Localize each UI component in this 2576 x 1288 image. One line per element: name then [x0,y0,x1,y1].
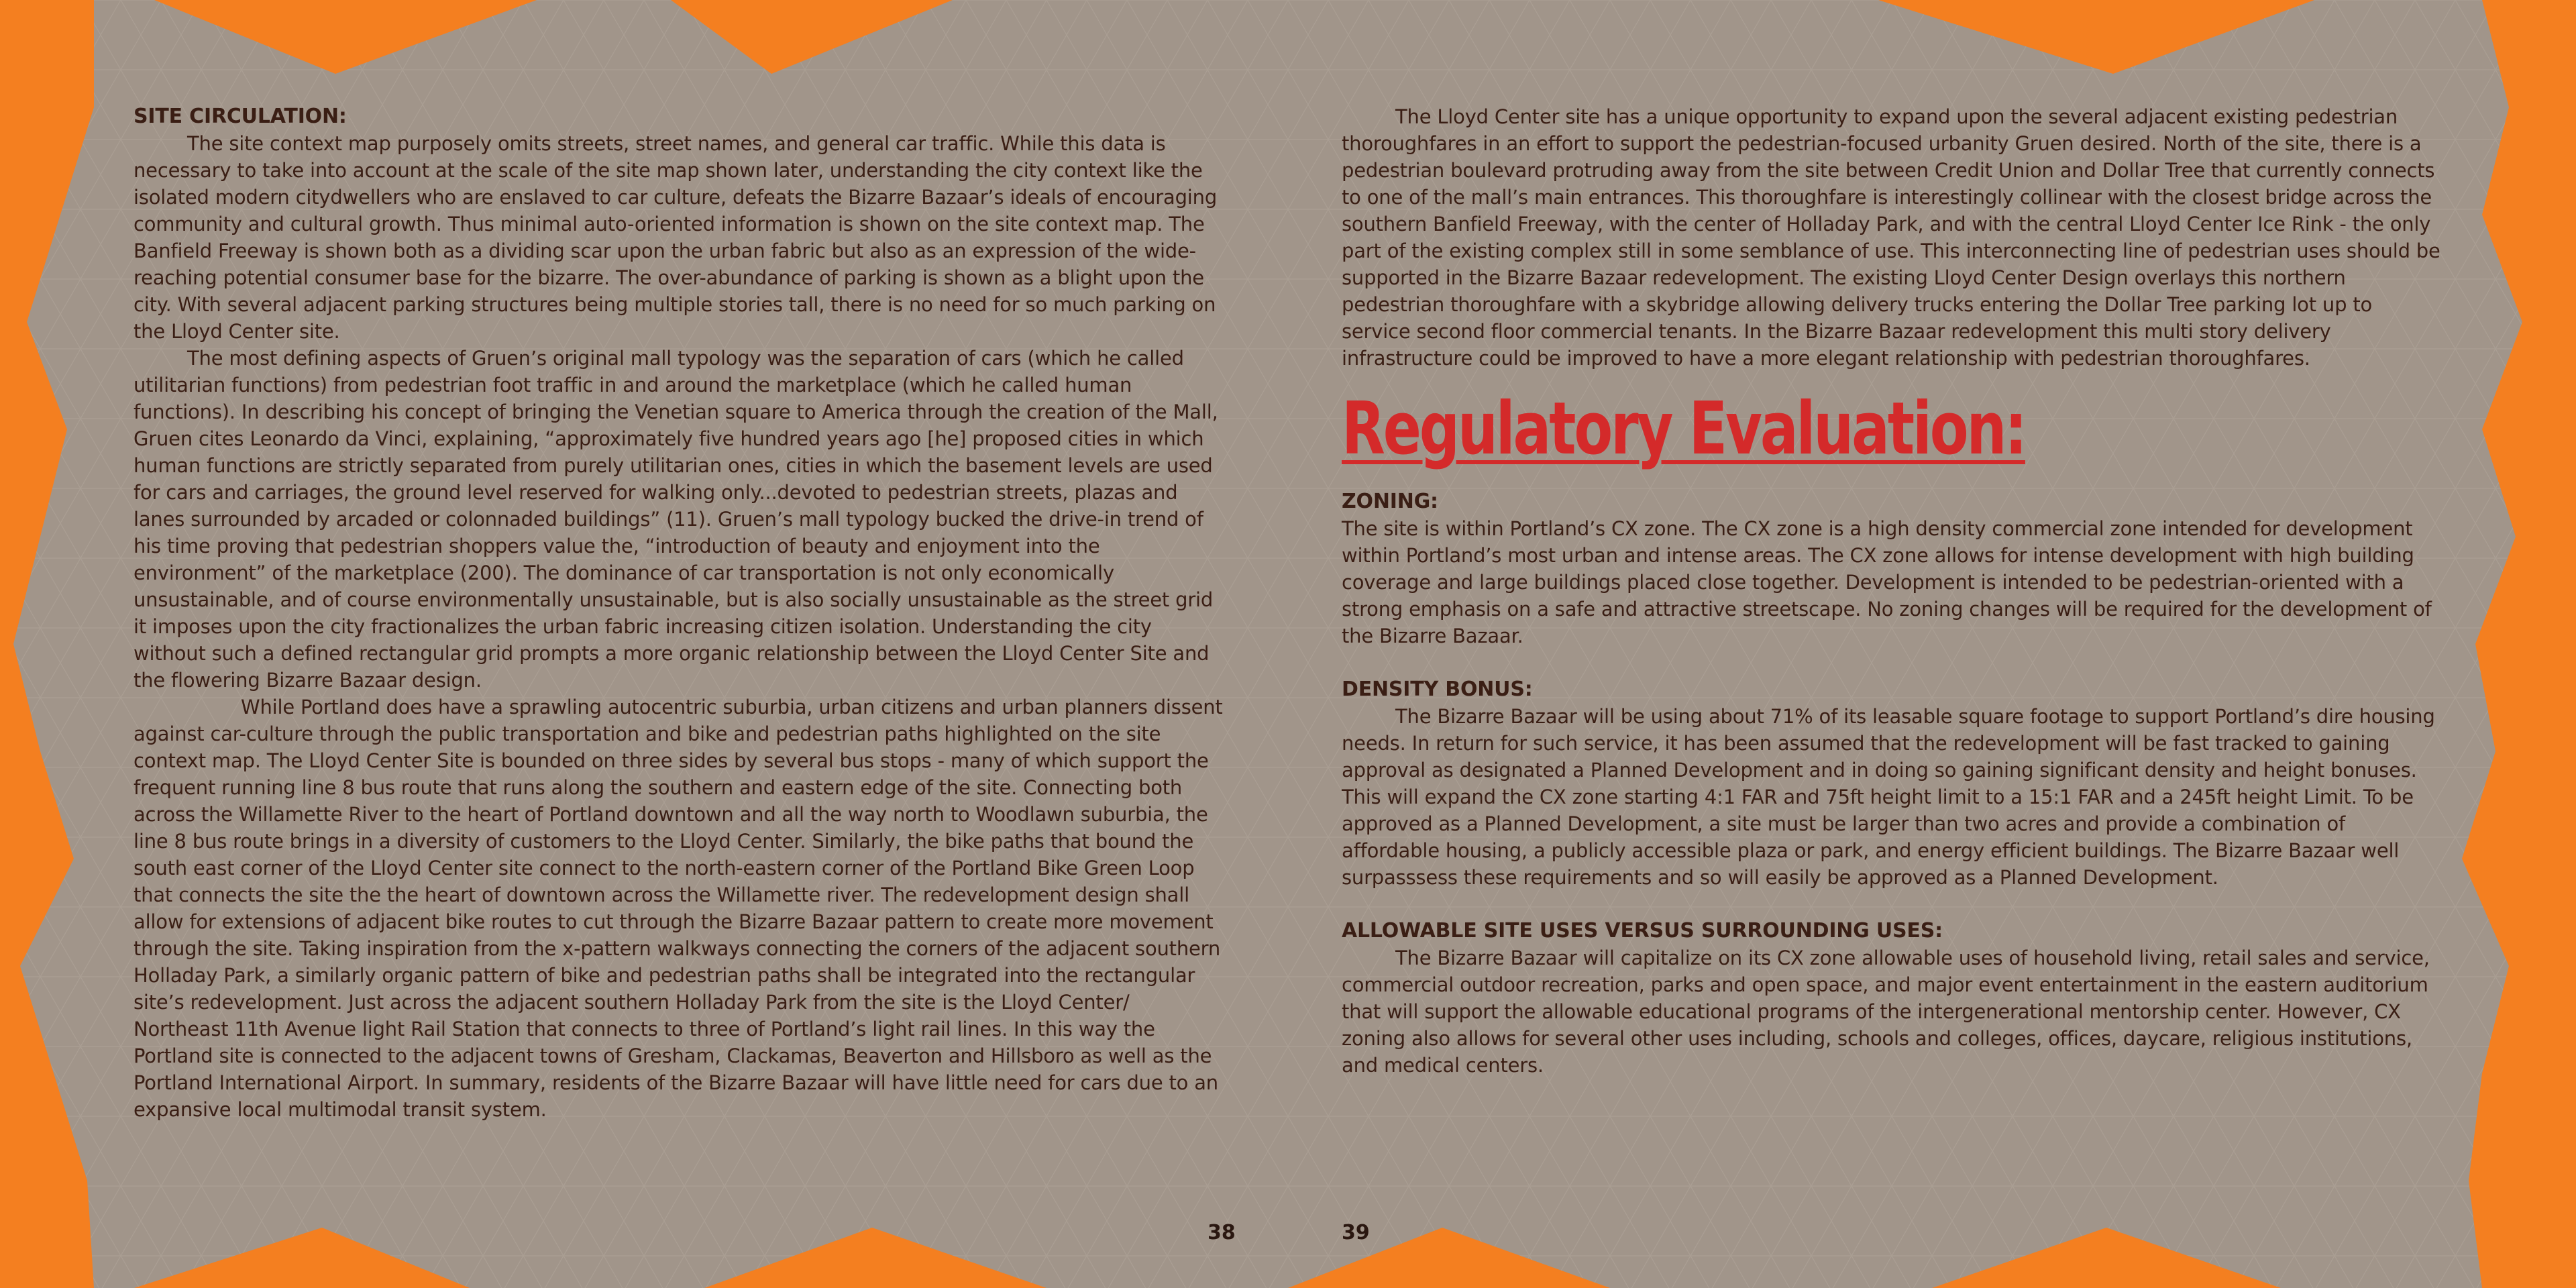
regulatory-evaluation-title: Regulatory Evaluation: [1342,387,2025,471]
site-circulation-heading: SITE CIRCULATION: [133,105,347,128]
zoning-heading: ZONING: [1342,490,1438,513]
left-page [133,103,1227,1123]
allowable-uses-section [1342,918,2442,1079]
page-number-left: 38 [1208,1221,1236,1244]
zoning-section [1342,488,2442,649]
left-paragraph-1: The site context map purposely omits streets, street names, and general car traffic. While this data is necessary to take into account at the scale of the site map shown later, understanding the city context like the isolated modern citydwellers who are enslaved to car culture, defeats the Bizarre Bazaar’s ideals of encouraging community and cultural growth. Thus minimal auto-oriented information is shown on the site context map. The Banfield Freeway is shown both as a dividing scar upon the urban fabric but also as an expression of the wide-reaching potential consumer base for the bizarre. The over-abundance of parking is shown as a blight upon the city. With several adjacent parking structures being multiple stories tall, there is no need for so much parking on the Lloyd Center site. [133,132,1218,343]
page-number-right: 39 [1342,1221,1370,1244]
density-bonus-section [1342,676,2442,891]
density-bonus-text: The Bizarre Bazaar will be using about 71% of its leasable square footage to support Portland’s dire housing needs. In return for such service, it has been assumed that the redevelopment will be fast tracked to gaining approval as designated a Planned Development and in doing so gaining significant density and height bonuses. This will expand the CX zone starting 4:1 FAR and 75ft height limit to a 15:1 FAR and a 245ft height Limit. To be approved as a Planned Development, a site must be larger than two acres and provide a combination of affordable housing, a publicly accessible plaza or park, and energy efficient buildings. The Bizarre Bazaar well surpasssess these requirements and so will easily be approved as a Planned Development. [1342,705,2435,889]
allowable-uses-heading: ALLOWABLE SITE USES VERSUS SURROUNDING USES: [1342,919,1943,943]
allowable-uses-text: The Bizarre Bazaar will capitalize on its CX zone allowable uses of household living, retail sales and service, commercial outdoor recreation, parks and open space, and major event entertainment in the eastern auditorium that will support the allowable educational programs of the intergenerational mentorship center. However, CX zoning also allows for several other uses including, schools and colleges, offices, daycare, religious institutions, and medical centers. [1342,947,2430,1077]
density-bonus-heading: DENSITY BONUS: [1342,678,1533,701]
right-page [1342,103,2442,1106]
left-paragraph-2: The most defining aspects of Gruen’s original mall typology was the separation of cars (which he called utilitarian functions) from pedestrian foot traffic in and around the marketplace (which he called human functions). In describing his concept of bringing the Venetian square to America through the creation of the Mall, Gruen cites Leonardo da Vinci, explaining, “approximately five hundred years ago [he] proposed cities in which human functions are strictly separated from purely utilitarian ones, cities in which the basement levels are used for cars and carriages, the ground level reserved for walking only...devoted to pedestrian streets, plazas and lanes surrounded by arcaded or colonnaded buildings” (11). Gruen’s mall typology bucked the drive-in trend of his time proving that pedestrian shoppers value the, “introduction of beauty and enjoyment into the environment” of the marketplace (200). The dominance of car transportation is not only economically unsustainable, and of course environmentally unsustainable, but is also socially unsustainable as the street grid it imposes upon the city fractionalizes the urban fabric increasing citizen isolation. Understanding the city without such a defined rectangular grid prompts a more organic relationship between the Lloyd Center Site and the flowering Bizarre Bazaar design. [133,347,1218,692]
left-paragraph-3: While Portland does have a sprawling autocentric suburbia, urban citizens and urban planners dissent against car-culture through the public transportation and bike and pedestrian paths highlighted on the site context map. The Lloyd Center Site is bounded on three sides by several bus stops - many of which support the frequent running line 8 bus route that runs along the southern and eastern edge of the site. Connecting both across the Willamette River to the heart of Portland downtown and all the way north to Woodlawn suburbia, the line 8 bus route brings in a diversity of customers to the Lloyd Center. Similarly, the bike paths that bound the south east corner of the Lloyd Center site connect to the north-eastern corner of the Portland Bike Green Loop that connects the site the the heart of downtown across the Willamette river. The redevelopment design shall allow for extensions of adjacent bike routes to cut through the Bizarre Bazaar pattern to create more movement through the site. Taking inspiration from the x-pattern walkways connecting the corners of the adjacent southern Holladay Park, a similarly organic pattern of bike and pedestrian paths shall be integrated into the rectangular site’s redevelopment. Just across the adjacent southern Holladay Park from the site is the Lloyd Center/ Northeast 11th Avenue light Rail Station that connects to three of Portland’s light rail lines. In this way the Portland site is connected to the adjacent towns of Gresham, Clackamas, Beaverton and Hillsboro as well as the Portland International Airport. In summary, residents of the Bizarre Bazaar will have little need for cars due to an expansive local multimodal transit system. [133,696,1223,1121]
right-intro-paragraph: The Lloyd Center site has a unique opportunity to expand upon the several adjacent existing pedestrian thoroughfares in an effort to support the pedestrian-focused urbanity Gruen desired. North of the site, there is a pedestrian boulevard protruding away from the site between Credit Union and Dollar Tree that currently connects to one of the mall’s main entrances. This thoroughfare is interestingly collinear with the closest bridge across the southern Banfield Freeway, with the center of Holladay Park, and with the central Lloyd Center Ice Rink - the only part of the existing complex still in some semblance of use. This interconnecting line of pedestrian uses should be supported in the Bizarre Bazaar redevelopment. The existing Lloyd Center Design overlays this northern pedestrian thoroughfare with a skybridge allowing delivery trucks entering the Dollar Tree parking lot up to service second floor commercial tenants. In the Bizarre Bazaar redevelopment this multi story delivery infrastructure could be improved to have a more elegant relationship with pedestrian thoroughfares. [1342,105,2440,370]
zoning-text: The site is within Portland’s CX zone. The CX zone is a high density commercial zone intended for development within Portland’s most urban and intense areas. The CX zone allows for intense development with high building coverage and large buildings placed close together. Development is intended to be pedestrian-oriented with a strong emphasis on a safe and attractive streetscape. No zoning changes will be required for the development of the Bizarre Bazaar. [1342,517,2432,647]
